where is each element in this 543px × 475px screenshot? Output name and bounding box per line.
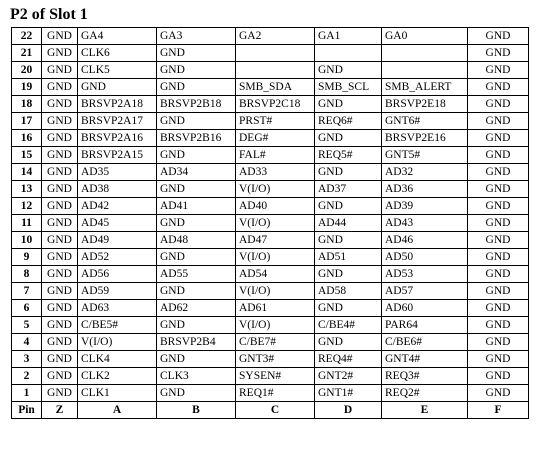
signal-cell: C/BE5# [78, 317, 157, 334]
signal-cell: GND [42, 147, 78, 164]
pin-number-cell: 8 [12, 266, 42, 283]
pin-number-cell: 22 [12, 28, 42, 45]
pin-number-cell: 14 [12, 164, 42, 181]
table-row [12, 215, 529, 232]
pin-number-cell: 12 [12, 198, 42, 215]
pin-number-cell: 21 [12, 45, 42, 62]
signal-cell: AD54 [236, 266, 315, 283]
pin-number-cell: 13 [12, 181, 42, 198]
signal-cell: AD35 [78, 164, 157, 181]
signal-cell: GND [42, 79, 78, 96]
column-header: A [78, 402, 157, 419]
signal-cell: FAL# [236, 147, 315, 164]
signal-cell: AD52 [78, 249, 157, 266]
signal-cell: GND [468, 62, 529, 79]
column-header: Pin [12, 402, 42, 419]
signal-cell: V(I/O) [236, 317, 315, 334]
signal-cell: GND [42, 130, 78, 147]
table-row [12, 334, 529, 351]
signal-cell: GND [42, 198, 78, 215]
signal-cell: GNT4# [382, 351, 468, 368]
signal-cell: CLK4 [78, 351, 157, 368]
signal-cell [382, 45, 468, 62]
signal-cell: AD55 [157, 266, 236, 283]
signal-cell: GND [468, 147, 529, 164]
pin-table-body [12, 28, 529, 402]
pin-number-cell: 15 [12, 147, 42, 164]
signal-cell: CLK1 [78, 385, 157, 402]
signal-cell: GND [468, 300, 529, 317]
signal-cell: GND [157, 45, 236, 62]
signal-cell: GND [468, 28, 529, 45]
signal-cell: GNT3# [236, 351, 315, 368]
signal-cell: GND [42, 113, 78, 130]
signal-cell: PAR64 [382, 317, 468, 334]
pin-number-cell: 19 [12, 79, 42, 96]
column-header: C [236, 402, 315, 419]
signal-cell: GND [468, 79, 529, 96]
pin-number-cell: 7 [12, 283, 42, 300]
table-row [12, 266, 529, 283]
column-header: D [315, 402, 382, 419]
signal-cell: SYSEN# [236, 368, 315, 385]
signal-cell: GND [157, 62, 236, 79]
signal-cell: AD39 [382, 198, 468, 215]
table-row [12, 28, 529, 45]
signal-cell: GND [468, 334, 529, 351]
signal-cell: AD34 [157, 164, 236, 181]
signal-cell: GND [315, 266, 382, 283]
signal-cell: AD53 [382, 266, 468, 283]
signal-cell: AD63 [78, 300, 157, 317]
signal-cell: GND [42, 300, 78, 317]
signal-cell: GND [157, 351, 236, 368]
table-row [12, 113, 529, 130]
signal-cell: AD59 [78, 283, 157, 300]
table-row [12, 62, 529, 79]
signal-cell: GND [42, 96, 78, 113]
signal-cell: AD61 [236, 300, 315, 317]
signal-cell: GND [42, 351, 78, 368]
signal-cell: AD47 [236, 232, 315, 249]
signal-cell: GND [157, 249, 236, 266]
signal-cell: AD40 [236, 198, 315, 215]
column-header: Z [42, 402, 78, 419]
pin-number-cell: 9 [12, 249, 42, 266]
signal-cell: REQ1# [236, 385, 315, 402]
signal-cell: AD33 [236, 164, 315, 181]
signal-cell: AD37 [315, 181, 382, 198]
signal-cell: GND [468, 215, 529, 232]
signal-cell: REQ5# [315, 147, 382, 164]
signal-cell: BRSVP2E16 [382, 130, 468, 147]
signal-cell: V(I/O) [236, 249, 315, 266]
signal-cell: GND [42, 368, 78, 385]
pin-number-cell: 11 [12, 215, 42, 232]
signal-cell: AD58 [315, 283, 382, 300]
signal-cell: GND [468, 249, 529, 266]
signal-cell: GND [468, 181, 529, 198]
signal-cell: REQ4# [315, 351, 382, 368]
signal-cell: GND [315, 62, 382, 79]
signal-cell: GND [157, 147, 236, 164]
table-row [12, 181, 529, 198]
table-row [12, 351, 529, 368]
signal-cell: GND [468, 198, 529, 215]
signal-cell: REQ3# [382, 368, 468, 385]
pin-number-cell: 5 [12, 317, 42, 334]
signal-cell: GND [157, 385, 236, 402]
signal-cell: GND [468, 266, 529, 283]
signal-cell: GND [42, 232, 78, 249]
signal-cell: GND [157, 215, 236, 232]
table-row [12, 283, 529, 300]
signal-cell: GA0 [382, 28, 468, 45]
table-row [12, 45, 529, 62]
signal-cell: GND [157, 283, 236, 300]
signal-cell: C/BE6# [382, 334, 468, 351]
signal-cell: GA3 [157, 28, 236, 45]
signal-cell: BRSVP2B16 [157, 130, 236, 147]
signal-cell: GND [468, 113, 529, 130]
pin-number-cell: 20 [12, 62, 42, 79]
table-row [12, 232, 529, 249]
column-header: B [157, 402, 236, 419]
table-row [12, 130, 529, 147]
pin-number-cell: 1 [12, 385, 42, 402]
signal-cell: GNT2# [315, 368, 382, 385]
signal-cell: V(I/O) [236, 283, 315, 300]
signal-cell: CLK6 [78, 45, 157, 62]
pin-number-cell: 6 [12, 300, 42, 317]
signal-cell: GND [315, 198, 382, 215]
pin-number-cell: 16 [12, 130, 42, 147]
signal-cell: AD62 [157, 300, 236, 317]
signal-cell: BRSVP2A18 [78, 96, 157, 113]
signal-cell: GNT6# [382, 113, 468, 130]
signal-cell: GND [42, 181, 78, 198]
signal-cell: V(I/O) [236, 181, 315, 198]
signal-cell: C/BE7# [236, 334, 315, 351]
table-row [12, 79, 529, 96]
signal-cell: AD36 [382, 181, 468, 198]
signal-cell: BRSVP2B4 [157, 334, 236, 351]
signal-cell: GND [42, 215, 78, 232]
signal-cell: GND [157, 317, 236, 334]
table-row [12, 249, 529, 266]
signal-cell: BRSVP2A17 [78, 113, 157, 130]
page-title: P2 of Slot 1 [10, 6, 88, 23]
signal-cell: REQ6# [315, 113, 382, 130]
signal-cell: GND [468, 164, 529, 181]
signal-cell [382, 62, 468, 79]
signal-cell: GND [78, 79, 157, 96]
table-row [12, 96, 529, 113]
table-row [12, 147, 529, 164]
pin-assignment-table [11, 27, 529, 419]
signal-cell: V(I/O) [236, 215, 315, 232]
signal-cell: AD57 [382, 283, 468, 300]
signal-cell: SMB_SDA [236, 79, 315, 96]
signal-cell: GND [42, 334, 78, 351]
signal-cell: GND [42, 266, 78, 283]
signal-cell: GND [42, 249, 78, 266]
signal-cell: BRSVP2A16 [78, 130, 157, 147]
signal-cell: V(I/O) [78, 334, 157, 351]
pin-number-cell: 18 [12, 96, 42, 113]
signal-cell: AD42 [78, 198, 157, 215]
table-row [12, 385, 529, 402]
signal-cell: AD43 [382, 215, 468, 232]
signal-cell: GND [468, 45, 529, 62]
signal-cell: GND [315, 334, 382, 351]
signal-cell: GND [315, 232, 382, 249]
signal-cell: GND [468, 283, 529, 300]
column-header: F [468, 402, 529, 419]
signal-cell: AD46 [382, 232, 468, 249]
signal-cell: SMB_ALERT [382, 79, 468, 96]
signal-cell: BRSVP2B18 [157, 96, 236, 113]
signal-cell: AD44 [315, 215, 382, 232]
signal-cell: AD56 [78, 266, 157, 283]
table-row [12, 164, 529, 181]
signal-cell: GND [315, 300, 382, 317]
pin-number-cell: 4 [12, 334, 42, 351]
column-header: E [382, 402, 468, 419]
signal-cell: CLK5 [78, 62, 157, 79]
signal-cell: BRSVP2A15 [78, 147, 157, 164]
signal-cell: GA1 [315, 28, 382, 45]
column-header-row [12, 402, 529, 419]
signal-cell: GND [468, 368, 529, 385]
signal-cell: PRST# [236, 113, 315, 130]
signal-cell [315, 45, 382, 62]
signal-cell: GA4 [78, 28, 157, 45]
signal-cell: GND [42, 62, 78, 79]
table-row [12, 198, 529, 215]
signal-cell: GND [468, 351, 529, 368]
signal-cell [236, 45, 315, 62]
signal-cell: AD48 [157, 232, 236, 249]
signal-cell: BRSVP2E18 [382, 96, 468, 113]
signal-cell: GND [315, 96, 382, 113]
signal-cell: GND [157, 79, 236, 96]
signal-cell: GNT5# [382, 147, 468, 164]
table-row [12, 300, 529, 317]
signal-cell: GND [42, 45, 78, 62]
signal-cell: GND [468, 232, 529, 249]
table-row [12, 368, 529, 385]
signal-cell: AD50 [382, 249, 468, 266]
signal-cell: REQ2# [382, 385, 468, 402]
signal-cell: SMB_SCL [315, 79, 382, 96]
pin-number-cell: 10 [12, 232, 42, 249]
signal-cell: AD60 [382, 300, 468, 317]
signal-cell: GND [315, 164, 382, 181]
table-row [12, 317, 529, 334]
signal-cell: AD45 [78, 215, 157, 232]
signal-cell: AD41 [157, 198, 236, 215]
signal-cell: GND [468, 96, 529, 113]
pin-number-cell: 17 [12, 113, 42, 130]
signal-cell: AD32 [382, 164, 468, 181]
signal-cell: GND [42, 317, 78, 334]
signal-cell [236, 62, 315, 79]
signal-cell: AD51 [315, 249, 382, 266]
signal-cell: AD38 [78, 181, 157, 198]
signal-cell: C/BE4# [315, 317, 382, 334]
signal-cell: GND [157, 113, 236, 130]
signal-cell: GND [468, 385, 529, 402]
signal-cell: DEG# [236, 130, 315, 147]
signal-cell: GND [468, 317, 529, 334]
signal-cell: GND [468, 130, 529, 147]
signal-cell: GND [42, 385, 78, 402]
signal-cell: CLK3 [157, 368, 236, 385]
signal-cell: AD49 [78, 232, 157, 249]
signal-cell: GND [157, 181, 236, 198]
signal-cell: GNT1# [315, 385, 382, 402]
pin-number-cell: 3 [12, 351, 42, 368]
signal-cell: GND [315, 130, 382, 147]
signal-cell: GND [42, 164, 78, 181]
signal-cell: BRSVP2C18 [236, 96, 315, 113]
signal-cell: GND [42, 28, 78, 45]
signal-cell: CLK2 [78, 368, 157, 385]
signal-cell: GND [42, 283, 78, 300]
signal-cell: GA2 [236, 28, 315, 45]
pin-number-cell: 2 [12, 368, 42, 385]
